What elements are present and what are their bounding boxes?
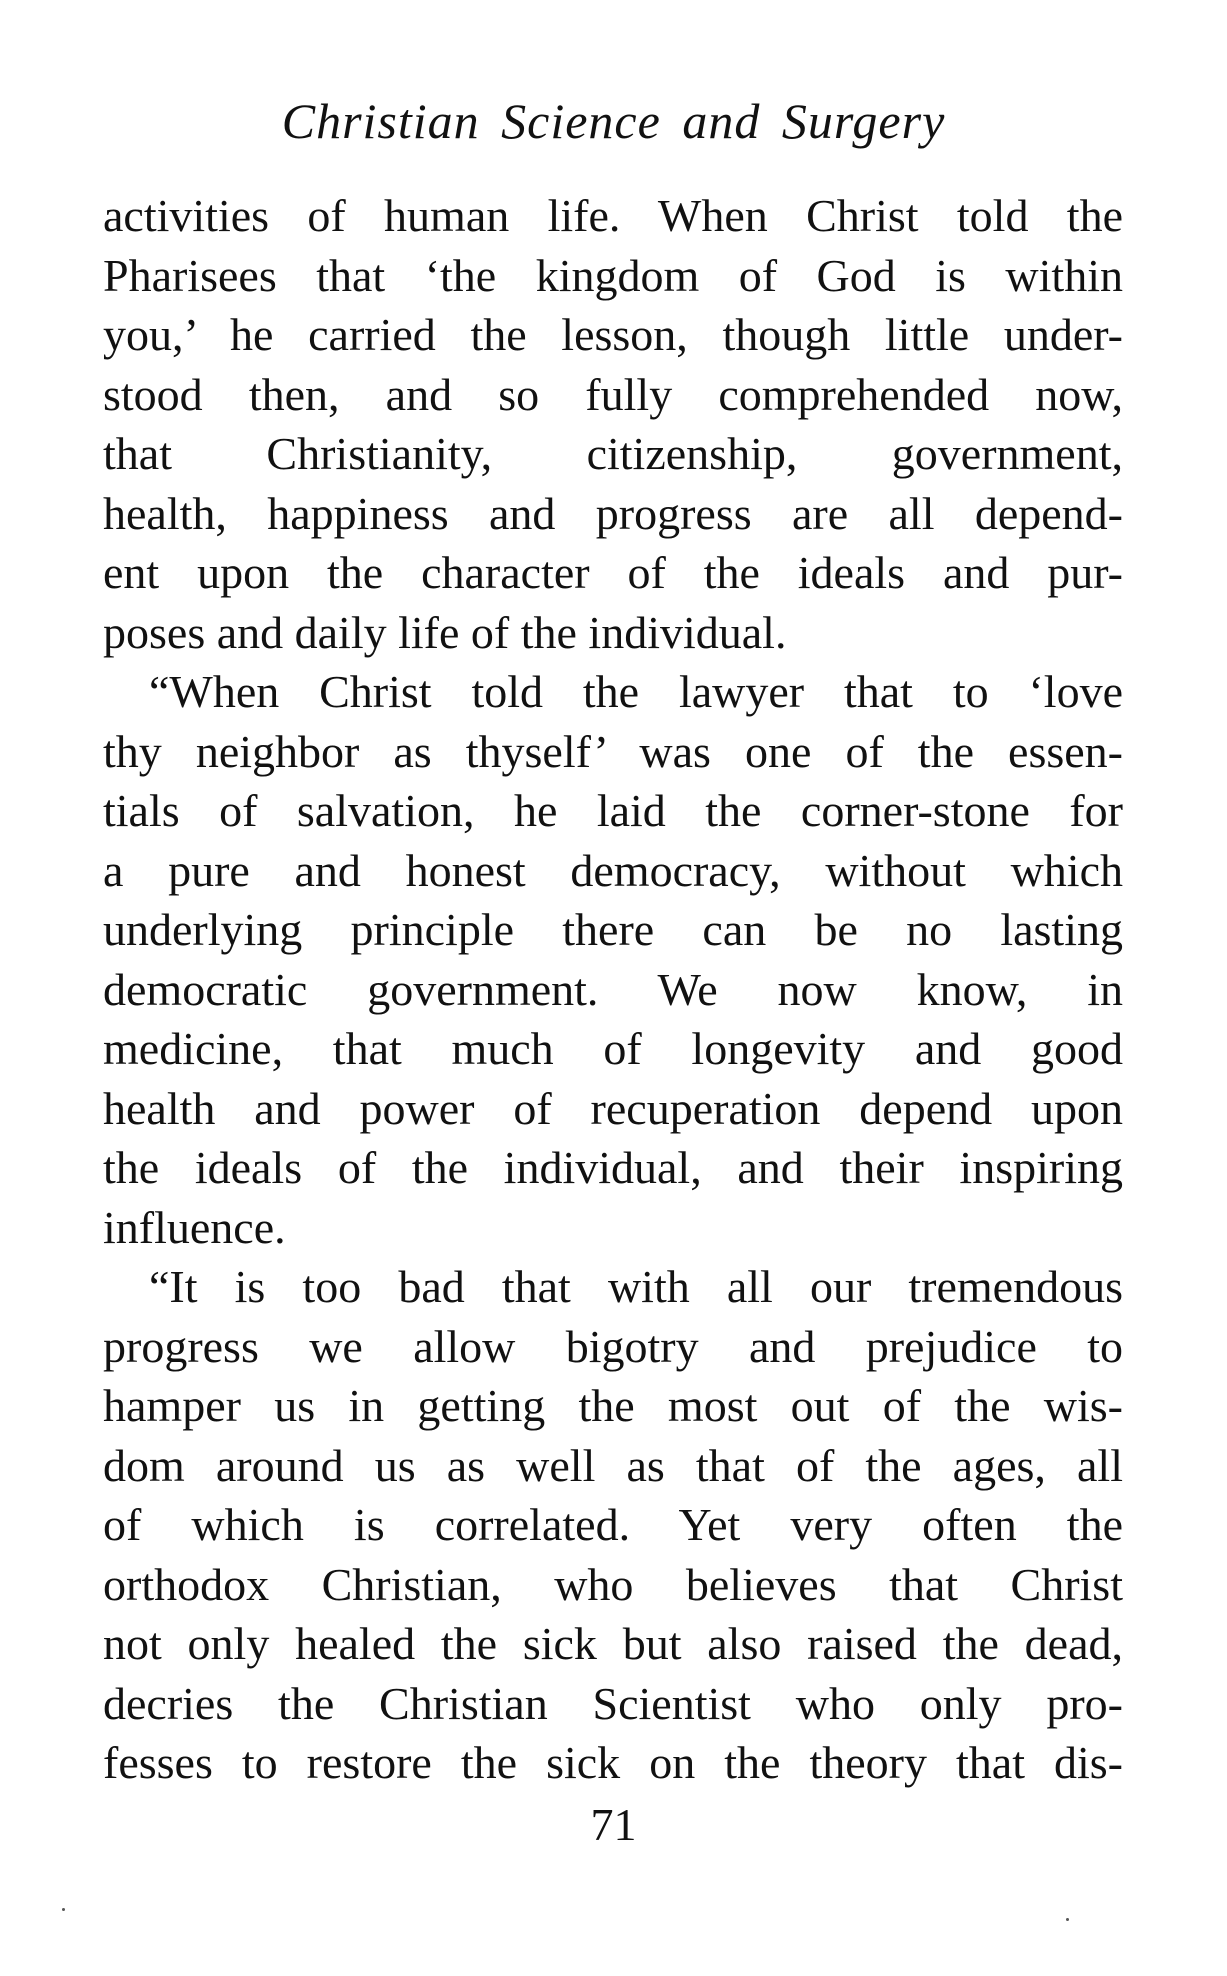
- text-line: activities of human life. When Christ told the: [103, 190, 1123, 241]
- text-line: of which is correlated. Yet very often the: [103, 1499, 1123, 1550]
- text-line: ent upon the character of the ideals and pur-: [103, 547, 1123, 598]
- text-line: fesses to restore the sick on the theory that dis-: [103, 1737, 1123, 1788]
- text-line: “It is too bad that with all our tremendous: [149, 1261, 1123, 1312]
- text-line: not only healed the sick but also raised the dead,: [103, 1618, 1123, 1669]
- text-line: Pharisees that ‘the kingdom of God is within: [103, 249, 1123, 301]
- running-head: Christian Science and Surgery: [281, 93, 946, 149]
- text-line: a pure and honest democracy, without which: [103, 844, 1123, 896]
- body-text: [103, 186, 1123, 1793]
- text-line: that Christianity, citizenship, government,: [103, 428, 1123, 479]
- text-line: stood then, and so fully comprehended now,: [103, 368, 1123, 420]
- text-line: health and power of recuperation depend upon: [103, 1082, 1123, 1134]
- text-line: progress we allow bigotry and prejudice to: [103, 1320, 1123, 1372]
- text-line: “When Christ told the lawyer that to ‘love: [149, 666, 1123, 717]
- text-line: dom around us as well as that of the ages, all: [103, 1439, 1123, 1491]
- text-line: the ideals of the individual, and their inspiring: [103, 1142, 1123, 1193]
- text-line: orthodox Christian, who believes that Christ: [103, 1558, 1123, 1610]
- text-line: health, happiness and progress are all depend-: [103, 487, 1123, 539]
- text-line: underlying principle there can be no lasting: [103, 904, 1123, 955]
- scan-speck: [1066, 1918, 1069, 1921]
- text-line: decries the Christian Scientist who only pro-: [103, 1677, 1123, 1729]
- text-line: you,’ he carried the lesson, though little under-: [103, 309, 1123, 360]
- text-line: poses and daily life of the individual.: [103, 606, 787, 658]
- text-line: medicine, that much of longevity and good: [103, 1023, 1123, 1074]
- text-line: influence.: [103, 1201, 286, 1253]
- text-line: thy neighbor as thyself’ was one of the essen-: [103, 725, 1123, 777]
- text-line: democratic government. We now know, in: [103, 963, 1123, 1015]
- text-line: tials of salvation, he laid the corner-stone for: [103, 785, 1123, 836]
- page-number: 71: [590, 1799, 637, 1850]
- scan-speck: [62, 1908, 65, 1911]
- text-line: hamper us in getting the most out of the wis-: [103, 1380, 1123, 1431]
